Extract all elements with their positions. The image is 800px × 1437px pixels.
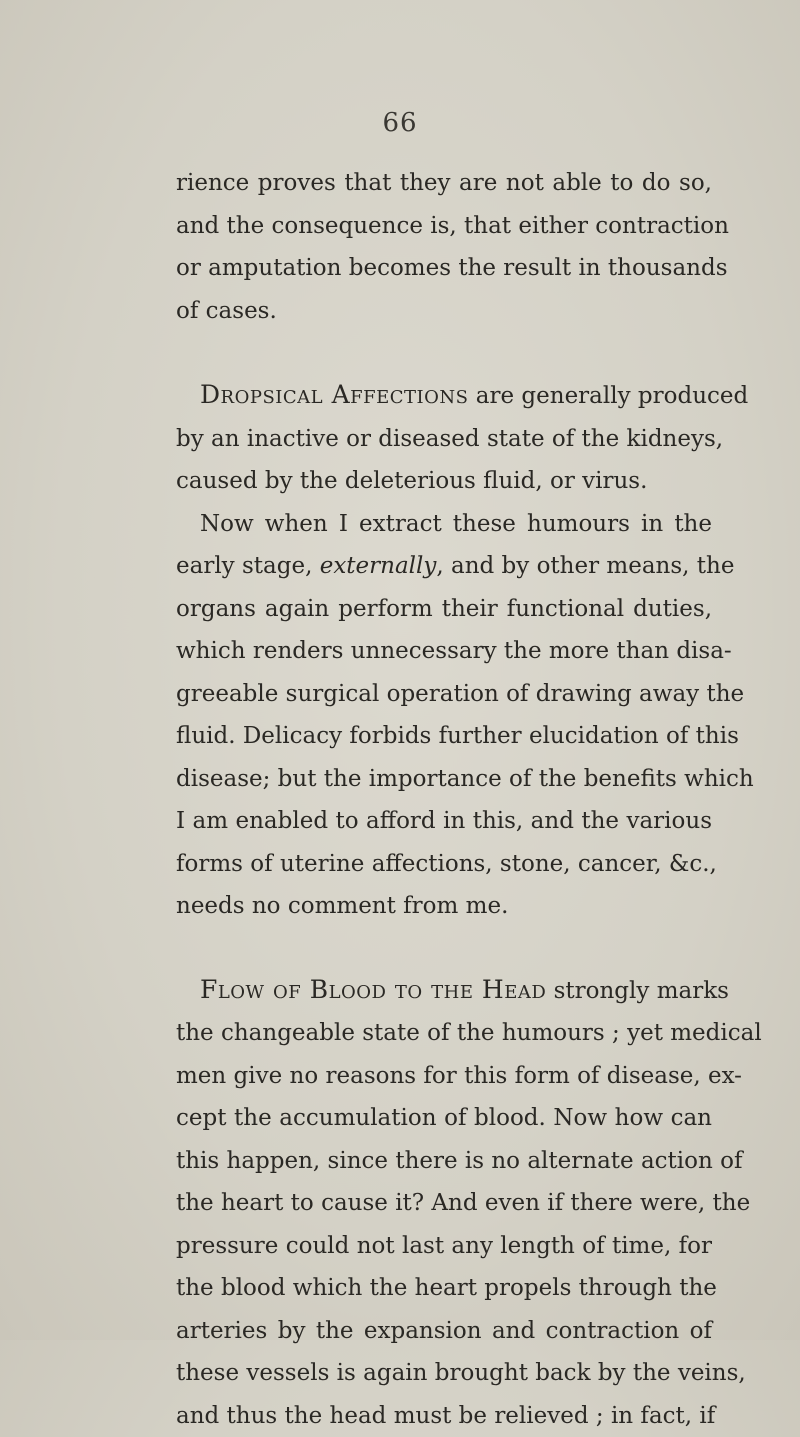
text-line: cept the accumulation of blood. Now how can [176,1097,712,1140]
text-line: the changeable state of the humours ; yet medical [176,1012,712,1055]
text-line: caused by the deleterious fluid, or virus. [176,460,712,503]
text-line: greeable surgical operation of drawing away the [176,673,712,716]
body-text [176,162,712,1437]
text-line: forms of uterine affections, stone, cancer, &c., [176,843,712,886]
text-line: and the consequence is, that either contraction [176,205,712,248]
text-line: arteries by the expansion and contraction of [176,1310,712,1353]
text-line: rience proves that they are not able to do so, [176,162,712,205]
small-caps-heading: Dropsical Affections [200,380,468,409]
text-line: these vessels is again brought back by the veins, [176,1352,712,1395]
text-line: and thus the head must be relieved ; in fact, if [176,1395,712,1437]
small-caps-heading: Flow of Blood to the Head [200,975,546,1004]
text-line: Now when I extract these humours in the [176,503,712,546]
text-line: early stage, externally, and by other means, the [176,545,712,588]
paragraph-1 [176,162,712,332]
text-line: disease; but the importance of the benefits which [176,758,712,801]
text-line: or amputation becomes the result in thousands [176,247,712,290]
italic-text: externally [320,553,437,579]
paragraph-2 [176,374,712,503]
text-line: needs no comment from me. [176,885,712,928]
text-line: of cases. [176,290,712,333]
text-line: pressure could not last any length of time, for [176,1225,712,1268]
text-line: Dropsical Affections are generally produced [176,374,712,418]
paragraph-3 [176,503,712,928]
page-number: 66 [0,108,800,138]
text-line: by an inactive or diseased state of the kidneys, [176,418,712,461]
text-line: I am enabled to afford in this, and the various [176,800,712,843]
text-line: this happen, since there is no alternate action of [176,1140,712,1183]
paragraph-4 [176,969,712,1437]
text-line: organs again perform their functional duties, [176,588,712,631]
text-line: men give no reasons for this form of disease, ex- [176,1055,712,1098]
text-line: the blood which the heart propels through the [176,1267,712,1310]
text-line: Flow of Blood to the Head strongly marks [176,969,712,1013]
text-line: which renders unnecessary the more than disa- [176,630,712,673]
text-line: the heart to cause it? And even if there were, the [176,1182,712,1225]
text-line: fluid. Delicacy forbids further elucidation of this [176,715,712,758]
